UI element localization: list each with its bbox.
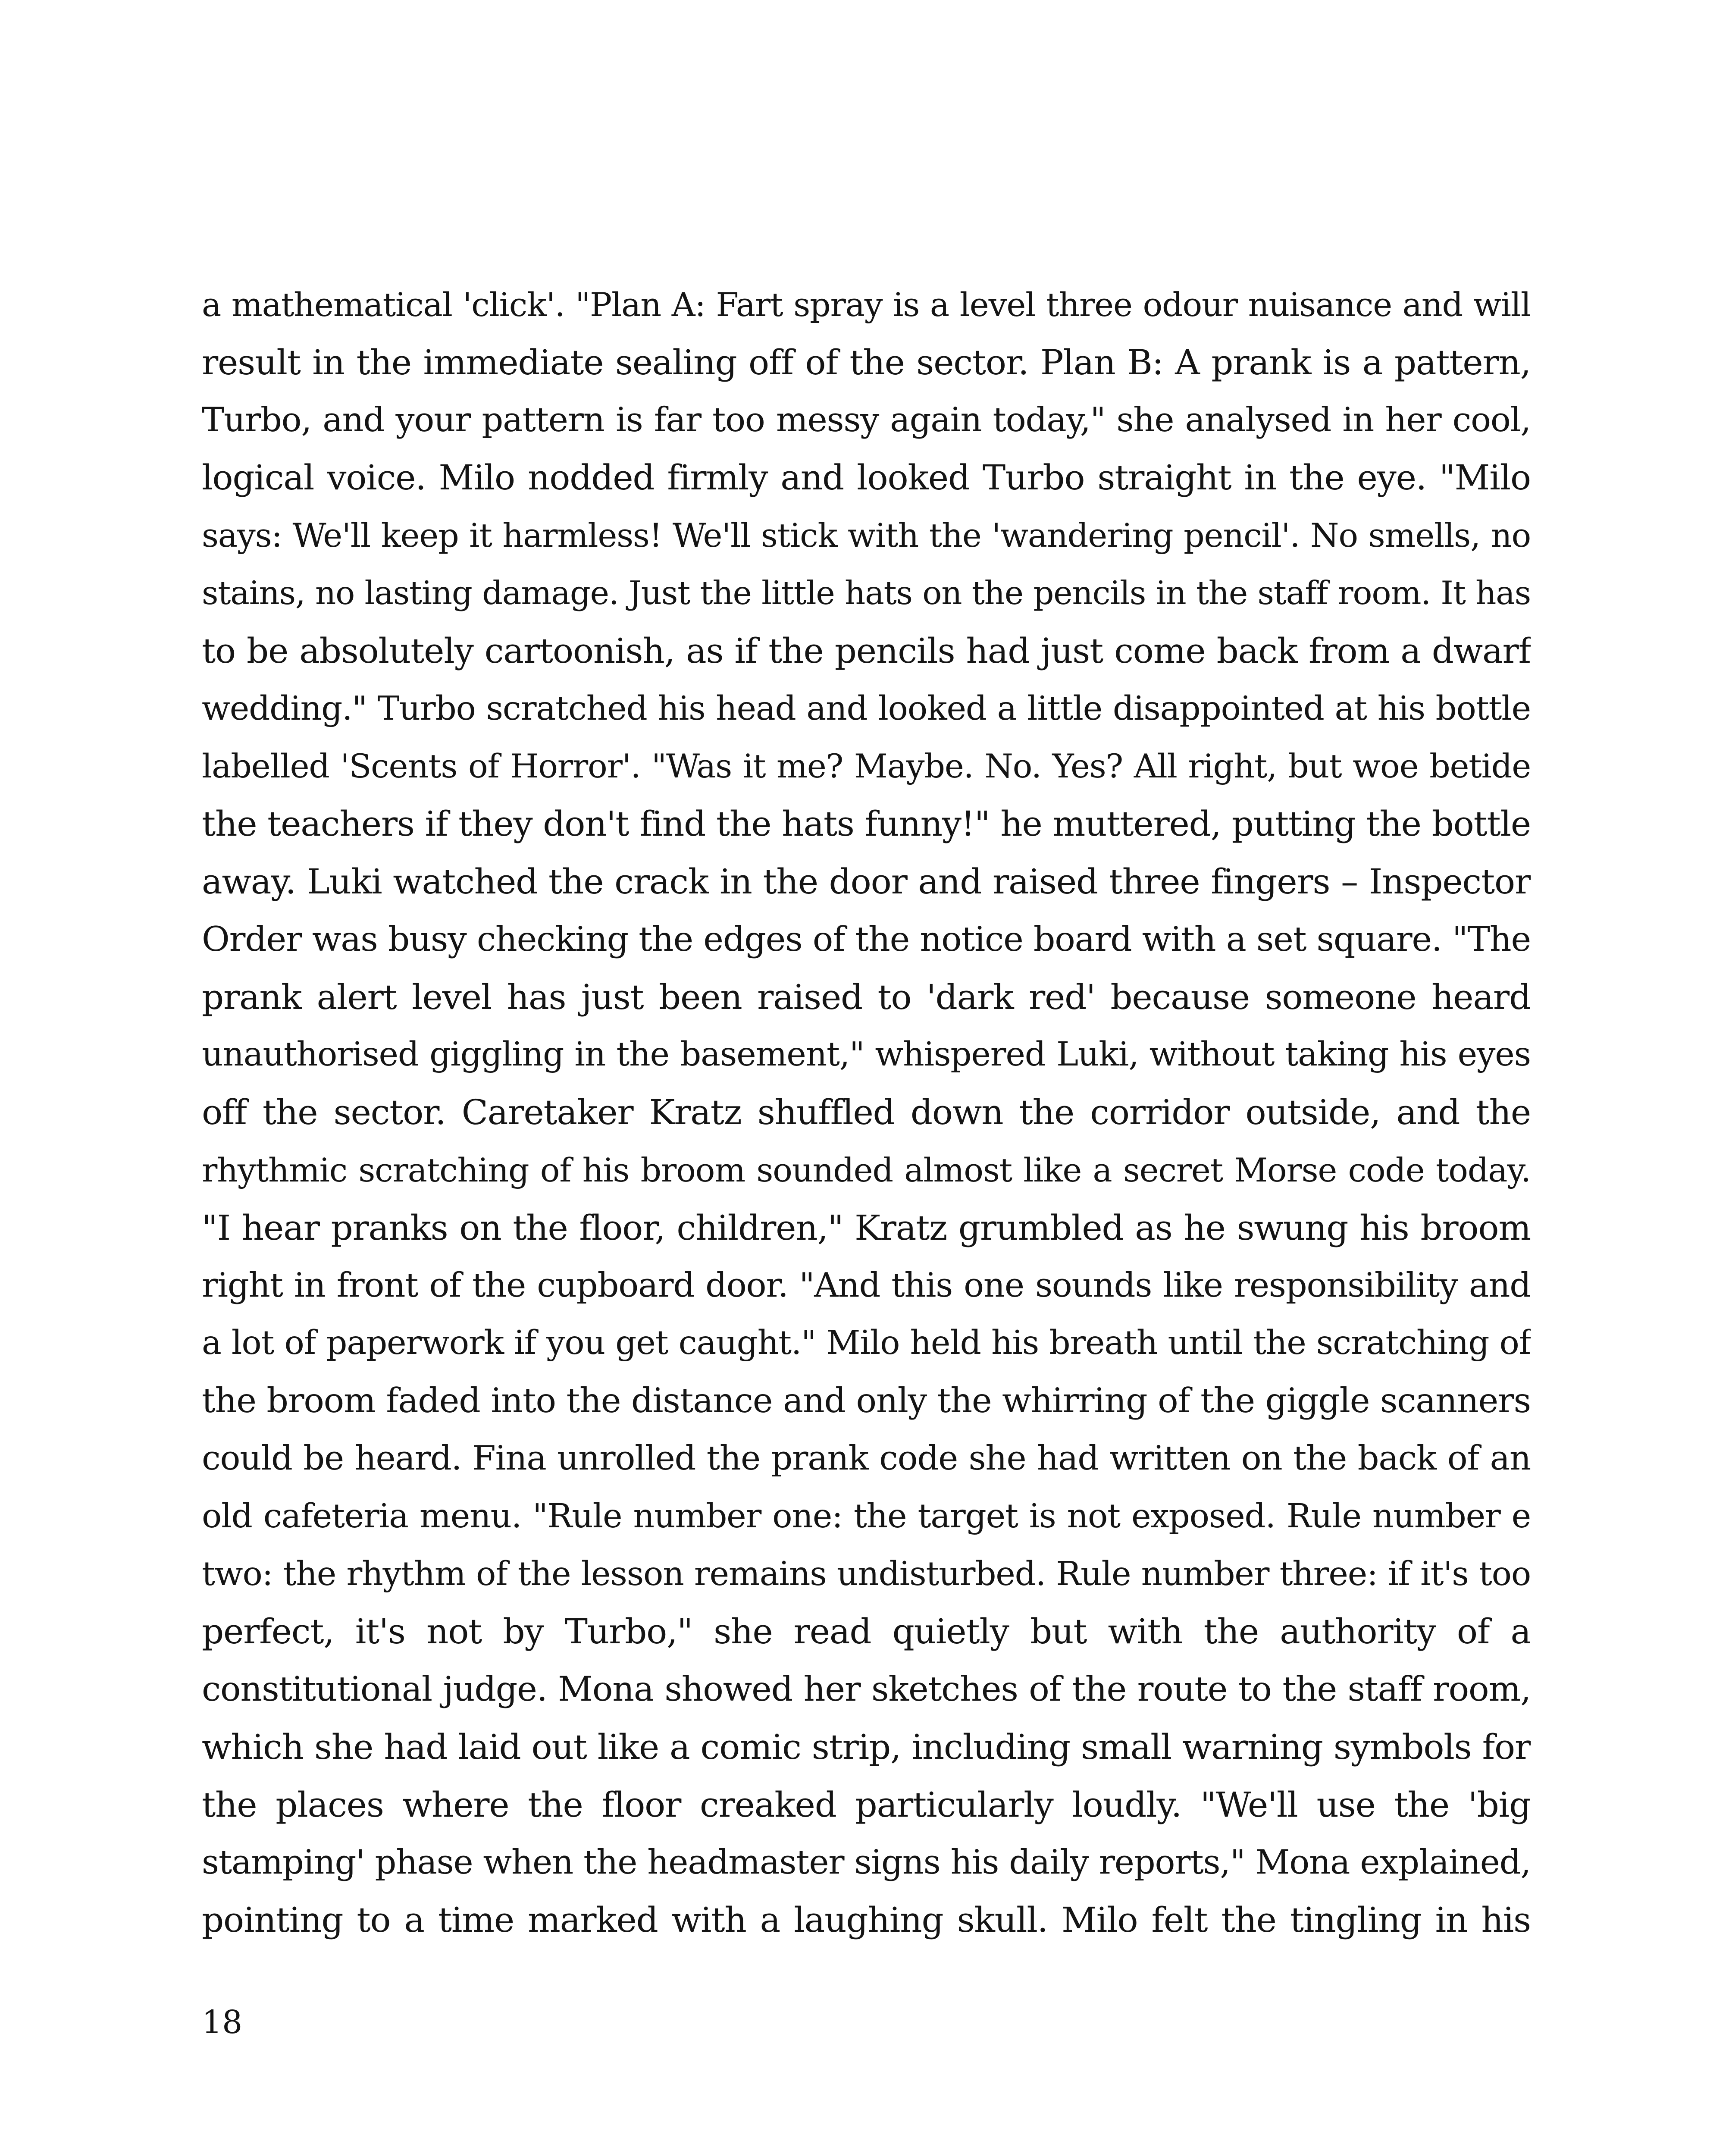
text-line: "I hear pranks on the floor, children," Kratz grumbled as he swung his broom [202, 1207, 1531, 1248]
text-line: which she had laid out like a comic strip, including small warning symbols for [202, 1727, 1531, 1767]
text-line: right in front of the cupboard door. "And this one sounds like responsibility and [202, 1266, 1531, 1305]
text-line: Turbo, and your pattern is far too messy again today," she analysed in her cool, [202, 400, 1531, 439]
text-line: result in the immediate sealing off of the sector. Plan B: A prank is a pattern, [202, 342, 1531, 382]
text-line: perfect, it's not by Turbo," she read quietly but with the authority of a [202, 1611, 1531, 1652]
body-paragraph [202, 276, 1531, 1949]
text-line: the teachers if they don't find the hats funny!" he muttered, putting the bottle [202, 804, 1531, 844]
text-line: the places where the floor creaked particularly loudly. "We'll use the 'big [202, 1784, 1531, 1825]
text-line: labelled 'Scents of Horror'. "Was it me? Maybe. No. Yes? All right, but woe betide [202, 747, 1531, 786]
text-line: two: the rhythm of the lesson remains undisturbed. Rule number three: if it's too [202, 1554, 1531, 1593]
text-line: a mathematical 'click'. "Plan A: Fart spray is a level three odour nuisance and will [202, 285, 1531, 324]
text-line: prank alert level has just been raised to 'dark red' because someone heard [202, 977, 1531, 1017]
text-line: the broom faded into the distance and only the whirring of the giggle scanners [202, 1381, 1531, 1421]
text-line: stamping' phase when the headmaster signs his daily reports," Mona explained, [202, 1843, 1531, 1882]
text-line: stains, no lasting damage. Just the little hats on the pencils in the staff room. It has [202, 573, 1531, 612]
text-line: could be heard. Fina unrolled the prank code she had written on the back of an [202, 1438, 1531, 1478]
text-line: away. Luki watched the crack in the door and raised three fingers – Inspector [202, 861, 1531, 902]
text-line: a lot of paperwork if you get caught." Milo held his breath until the scratching of [202, 1324, 1531, 1363]
text-line: pointing to a time marked with a laughing skull. Milo felt the tingling in his [202, 1900, 1531, 1940]
text-line: rhythmic scratching of his broom sounded almost like a secret Morse code today. [202, 1150, 1531, 1189]
text-line: says: We'll keep it harmless! We'll stick with the 'wandering pencil'. No smells, no [202, 516, 1531, 555]
text-line: to be absolutely cartoonish, as if the pencils had just come back from a dwarf [202, 630, 1531, 671]
page-number: 18 [202, 2004, 243, 2041]
text-line: logical voice. Milo nodded firmly and looked Turbo straight in the eye. "Milo [202, 458, 1531, 498]
text-line: constitutional judge. Mona showed her sketches of the route to the staff room, [202, 1669, 1531, 1709]
text-line: wedding." Turbo scratched his head and looked a little disappointed at his bottle [202, 689, 1531, 728]
text-line: off the sector. Caretaker Kratz shuffled down the corridor outside, and the [202, 1092, 1531, 1133]
text-line: unauthorised giggling in the basement," whispered Luki, without taking his eyes [202, 1035, 1531, 1074]
text-line: old cafeteria menu. "Rule number one: the target is not exposed. Rule number e [202, 1497, 1531, 1536]
text-line: Order was busy checking the edges of the notice board with a set square. "The [202, 919, 1531, 959]
